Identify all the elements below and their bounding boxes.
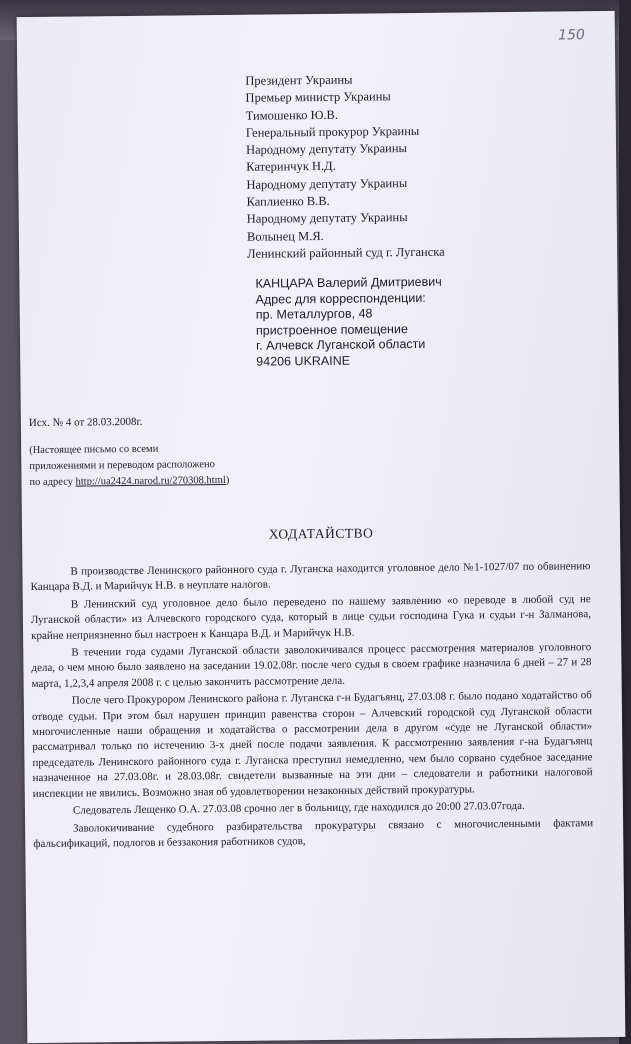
note-line: приложениями и переводом расположено <box>29 459 215 473</box>
recipient-line: Народному депутату Украины <box>246 210 408 227</box>
note-suffix: ) <box>225 474 230 486</box>
recipient-line: Президент Украины <box>245 72 353 88</box>
sender-address-line: пр. Металлургов, 48 <box>255 306 373 322</box>
page-number: 150 <box>558 27 585 44</box>
document-link[interactable]: http://ua2424.narod.ru/270308.html <box>75 474 226 488</box>
outgoing-reference: Исх. № 4 от 28.03.2008г. <box>28 415 143 430</box>
note-line <box>29 473 229 491</box>
body-paragraph: После чего Прокурором Ленинского района г. Луганска г-н Будагъянц, 27.03.08 г. было подано ходатайство об отводе судьи. При этом был нарушен принцип равенства сторон – Алчевский городской суд Луганской области многочисленные наши обращения и ходатайства о рассмотрении дела в другом «суде не Луганской области» рассматривал только по истечению 3-х дней после подачи заявления. К рассмотрению заявления г-на Будагъянц председатель Ленинского районного суда г. Луганска преступил немедленно, чем было сорвано судебное заседание назначенное на 27.03.08г. и 28.03.08г. свидетели вызванные на эти дни – следователи и работники налоговой инспекции не явились. Возможно зная об удовлетворении незаконных действий прокуратуры. <box>31 689 593 800</box>
document-page <box>17 11 626 1043</box>
recipient-line: Катеринчук Н.Д. <box>246 159 336 175</box>
body-paragraph: В производстве Ленинского районного суда г. Луганска находится уголовное дело №1-1027/07 по обвинению Канцара В.Д. и Марийчук Н.В. в неуплате налогов. <box>30 560 591 594</box>
body-paragraph: Заволокичивание судебного разбирательства прокуратуры связано с многочисленными фактами фальсификаций, подлогов и беззакония работников судов, <box>33 816 594 850</box>
sender-address-label: Адрес для корреспонденции: <box>255 290 426 307</box>
document-title: ХОДАТАЙСТВО <box>268 525 374 542</box>
sender-name: КАНЦАРА Валерий Дмитриевич <box>255 274 442 291</box>
recipient-line: Каплиенко В.В. <box>246 193 330 209</box>
sender-address-line: пристроенное помещение <box>255 321 408 338</box>
recipient-line: Волынец М.Я. <box>246 228 324 244</box>
recipients-block <box>245 71 445 263</box>
note-line: (Настоящее письмо со всеми <box>29 443 159 457</box>
body-paragraph: В течении года судами Луганской области заволокичивался процесс рассмотрения материалов уголовного дела, о чем мною было заявлено на заседании 19.02.08г. после чего судья в своем графике назначила 6 дней – 27 и 28 марта, 1,2,3,4 апреля 2008 г. с целью закончить рассмотрение дела. <box>31 641 592 690</box>
recipient-line: Тимошенко Ю.В. <box>245 107 339 123</box>
note-prefix: по адресу <box>29 476 76 489</box>
online-copy-note <box>29 441 229 491</box>
recipient-line: Ленинский районный суд г. Луганска <box>247 244 445 261</box>
recipient-line: Народному депутату Украины <box>245 141 407 157</box>
sender-address-line: 94206 UKRAINE <box>256 353 351 369</box>
recipient-line: Генеральный прокурор Украины <box>245 123 420 140</box>
body-paragraph: В Ленинский суд уголовное дело было переведено по нашему заявлению «о переводе в любой суд не Луганской области» из Алчевского городского суда, который в лице судьи господина Гука и судьи г-н Залманова, крайне неприязненно был настроен к Канцара В.Д. и Марийчук Н.В. <box>30 592 591 642</box>
body-paragraph: Следователь Лещенко О.А. 27.03.08 срочно лег в больницу, где находился до 20:00 27.03.07года. <box>72 799 525 817</box>
recipient-line: Премьер министр Украины <box>245 89 391 106</box>
recipient-line: Народному депутату Украины <box>246 175 408 192</box>
sender-address-line: г. Алчевск Луганской области <box>256 336 426 353</box>
sender-block <box>255 275 442 370</box>
document-body <box>30 559 593 854</box>
